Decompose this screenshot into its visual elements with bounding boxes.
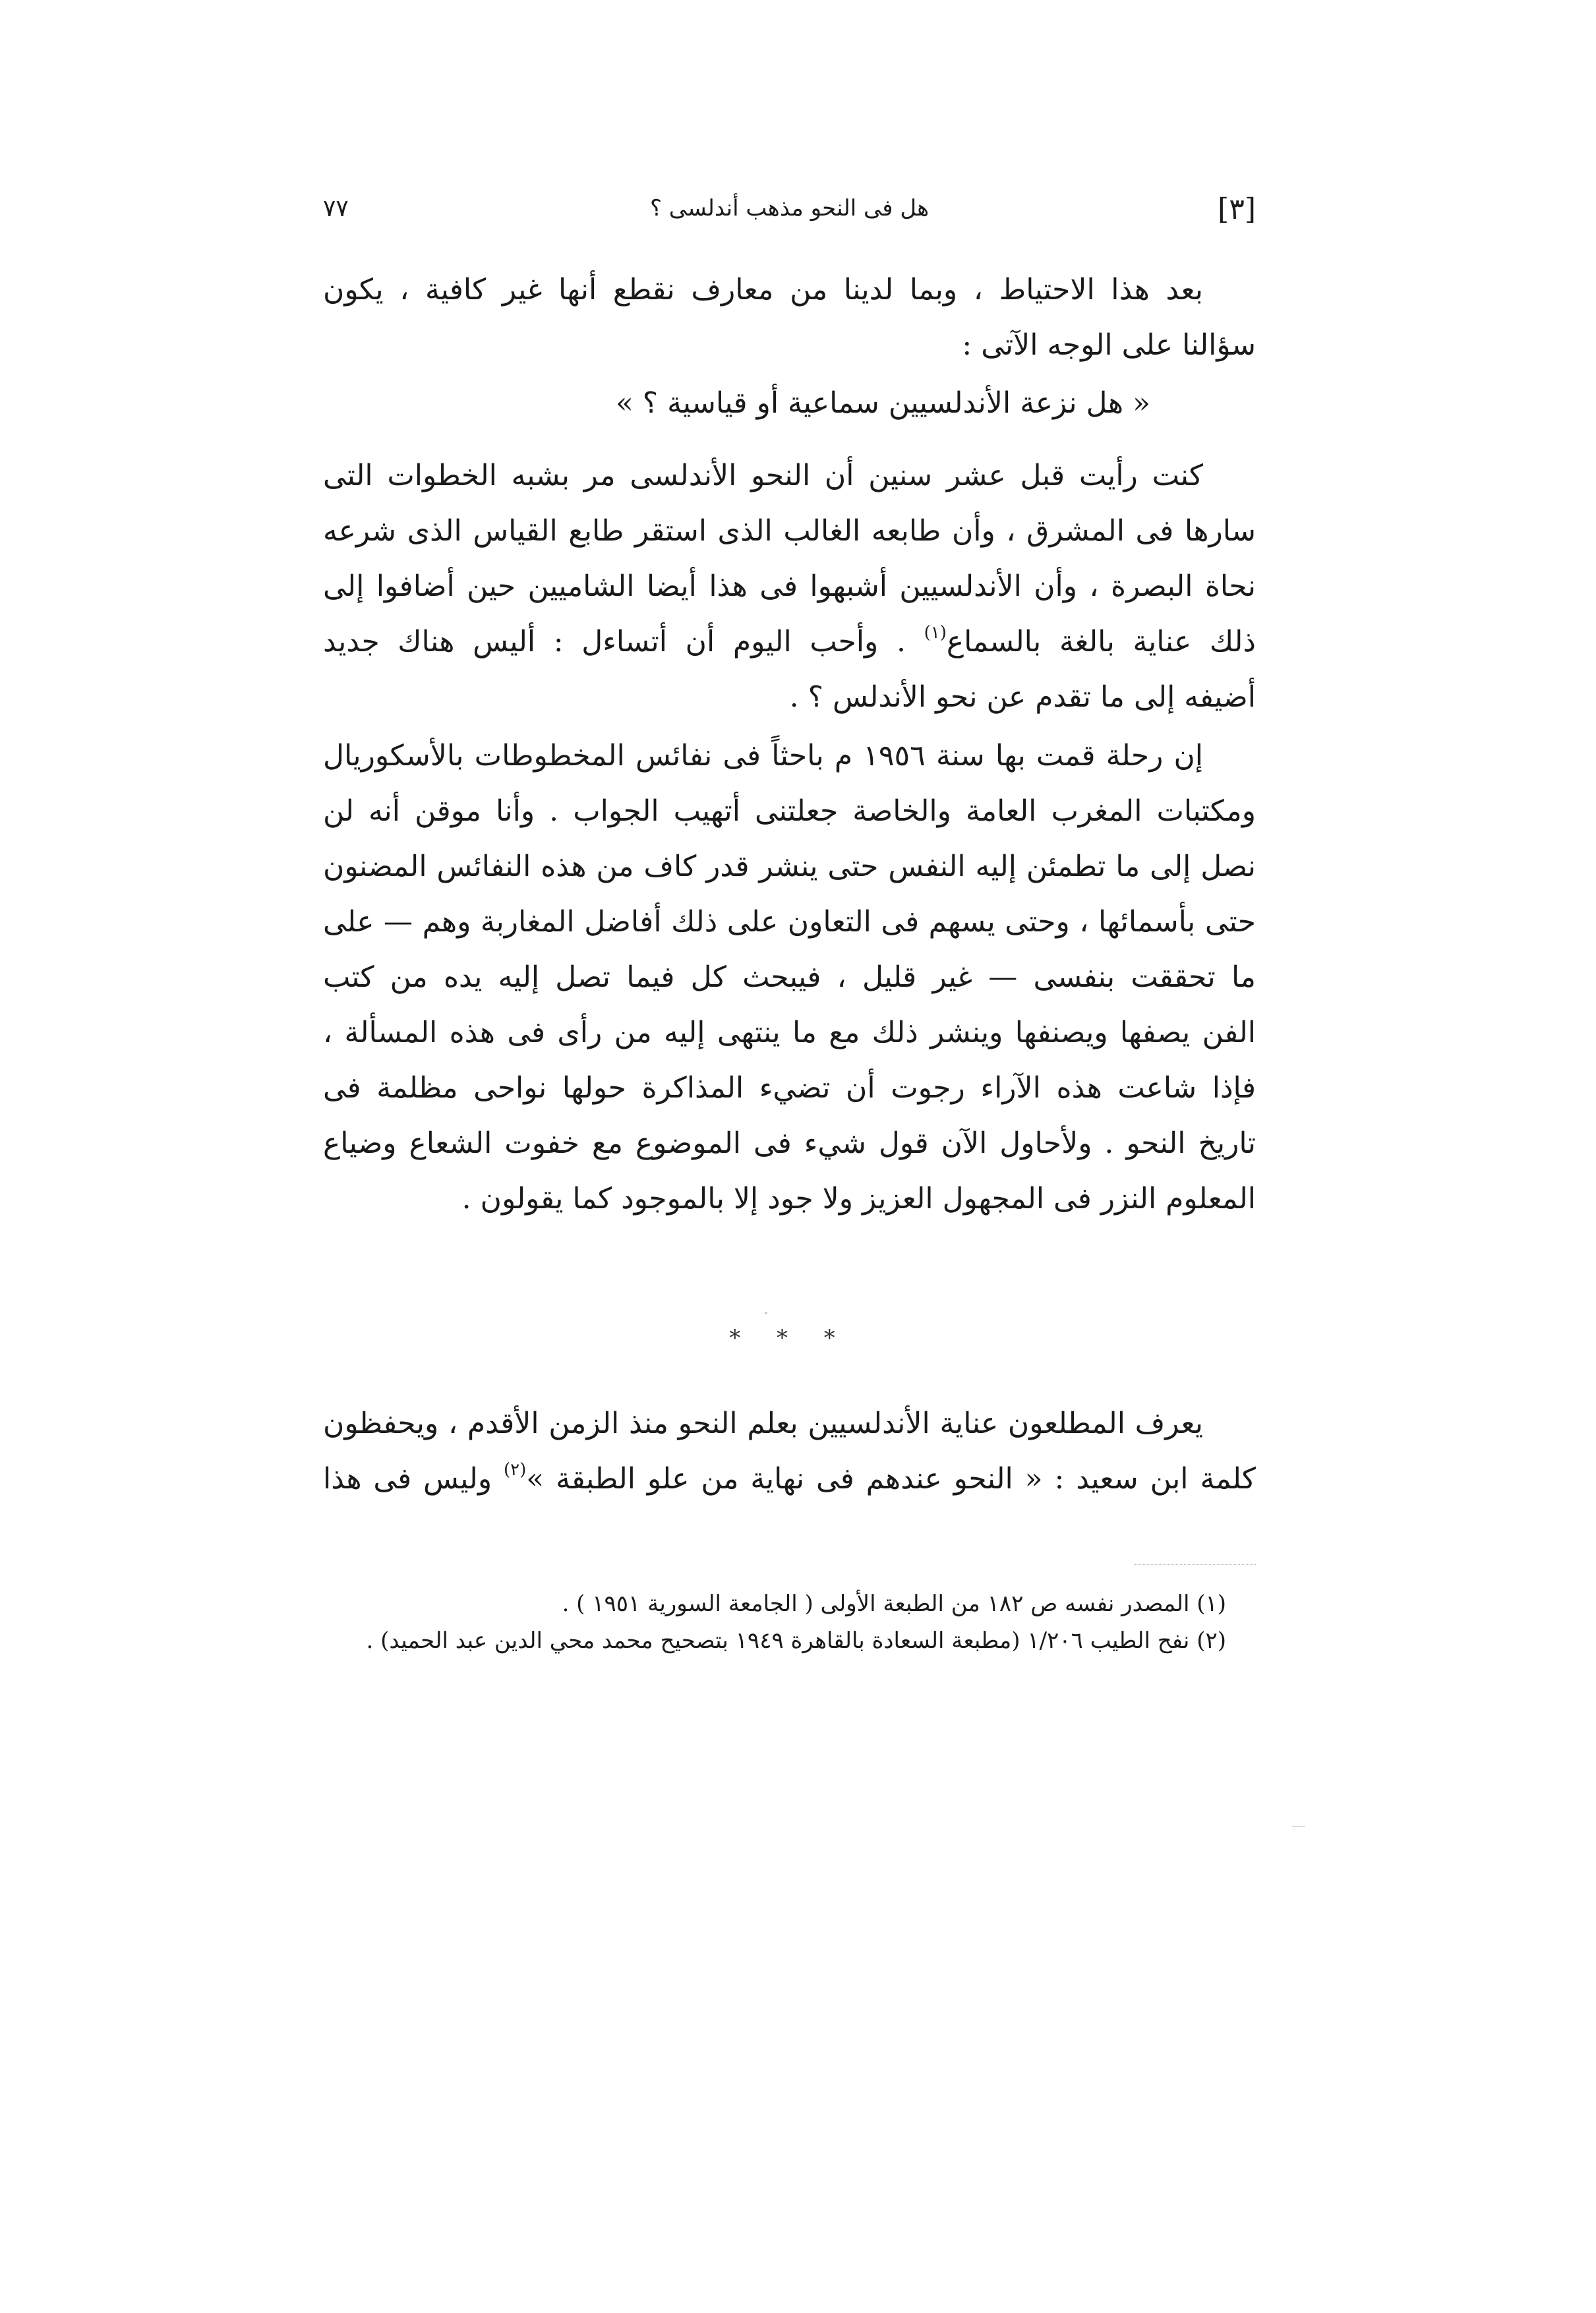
paragraph-4 — [323, 1396, 1256, 1507]
page-number: ٧٧ — [323, 195, 349, 222]
quote-line: « هل نزعة الأندلسيين سماعية أو قياسية ؟ » — [615, 386, 1150, 420]
text-fragment: . وأحب اليوم أن أتساءل : أليس هناك جديد — [323, 625, 906, 659]
running-title: هل فى النحو مذهب أندلسى ؟ — [649, 195, 930, 221]
paragraph-intro — [323, 262, 1256, 373]
paragraph-3 — [323, 728, 1256, 1227]
text-line: نصل إلى ما تطمئن إليه النفس حتى ينشر قدر كاف من هذه النفائس المضنون — [323, 850, 1256, 883]
text-fragment: وليس فى هذا — [323, 1462, 492, 1496]
text-line: حتى بأسمائها ، وحتى يسهم فى التعاون على ذلك أفاضل المغاربة وهم — على — [323, 905, 1256, 939]
scan-speck — [765, 1312, 767, 1314]
scan-speck — [1292, 1826, 1305, 1827]
text-line: فإذا شاعت هذه الآراء رجوت أن تضيء المذاكرة حولها نواحى مظلمة فى — [323, 1071, 1256, 1105]
footnote: (٢) نفح الطيب ١/٢٠٦ (مطبعة السعادة بالقاهرة ١٩٤٩ بتصحيح محمد محي الدين عبد الحميد) . — [366, 1627, 1226, 1654]
footnote-ref: (٢) — [504, 1460, 527, 1480]
quote — [323, 376, 1256, 431]
text-line-with-footnote — [323, 614, 1256, 670]
text-line: يعرف المطلعون عناية الأندلسيين بعلم النحو منذ الزمن الأقدم ، ويحفظون — [323, 1407, 1203, 1440]
text-line: سارها فى المشرق ، وأن طابعه الغالب الذى استقر طابع القياس الذى شرعه — [323, 514, 1256, 548]
paragraph — [323, 728, 1256, 1227]
section-separator: * * * — [729, 1325, 850, 1351]
text-line: إن رحلة قمت بها سنة ١٩٥٦ م باحثاً فى نفائس المخطوطات بالأسكوريال — [323, 739, 1204, 773]
paragraph — [323, 262, 1256, 373]
page-header — [323, 192, 1256, 232]
text-line: بعد هذا الاحتياط ، وبما لدينا من معارف نقطع أنها غير كافية ، يكون — [323, 273, 1203, 307]
footnote: (١) المصدر نفسه ص ١٨٢ من الطبعة الأولى ( الجامعة السورية ١٩٥١ ) . — [562, 1591, 1226, 1617]
text-fragment: ذلك عناية بالغة بالسماع — [946, 625, 1256, 659]
footnote-divider — [1134, 1564, 1256, 1565]
text-fragment: كلمة ابن سعيد : « النحو عندهم فى نهاية من علو الطبقة » — [526, 1462, 1256, 1496]
text-line: الفن يصفها ويصنفها وينشر ذلك مع ما ينتهى إليه من رأى فى هذه المسألة ، — [323, 1016, 1256, 1049]
footnotes — [323, 1585, 1226, 1659]
text-line: سؤالنا على الوجه الآتى : — [962, 328, 1256, 362]
section-number: [٣] — [1218, 192, 1256, 226]
text-line: كنت رأيت قبل عشر سنين أن النحو الأندلسى مر بشبه الخطوات التى — [323, 459, 1203, 492]
text-line: ومكتبات المغرب العامة والخاصة جعلتنى أتهيب الجواب . وأنا موقن أنه لن — [323, 794, 1256, 828]
paragraph — [323, 448, 1256, 725]
footnote-ref: (١) — [924, 623, 947, 643]
paragraph — [323, 1396, 1256, 1507]
text-line: ما تحققت بنفسى — غير قليل ، فيبحث كل فيما تصل إليه يده من كتب — [323, 960, 1256, 994]
text-line: أضيفه إلى ما تقدم عن نحو الأندلس ؟ . — [789, 680, 1256, 714]
quote-block — [323, 376, 1256, 431]
text-line: المعلوم النزر فى المجهول العزيز ولا جود إلا بالموجود كما يقولون . — [461, 1182, 1256, 1215]
text-line: نحاة البصرة ، وأن الأندلسيين أشبهوا فى هذا أيضا الشاميين حين أضافوا إلى — [323, 570, 1256, 603]
paragraph-2 — [323, 448, 1256, 725]
text-line: تاريخ النحو . ولأحاول الآن قول شيء فى الموضوع مع خفوت الشعاع وضياع — [323, 1127, 1256, 1160]
text-line-with-footnote — [323, 1451, 1256, 1507]
